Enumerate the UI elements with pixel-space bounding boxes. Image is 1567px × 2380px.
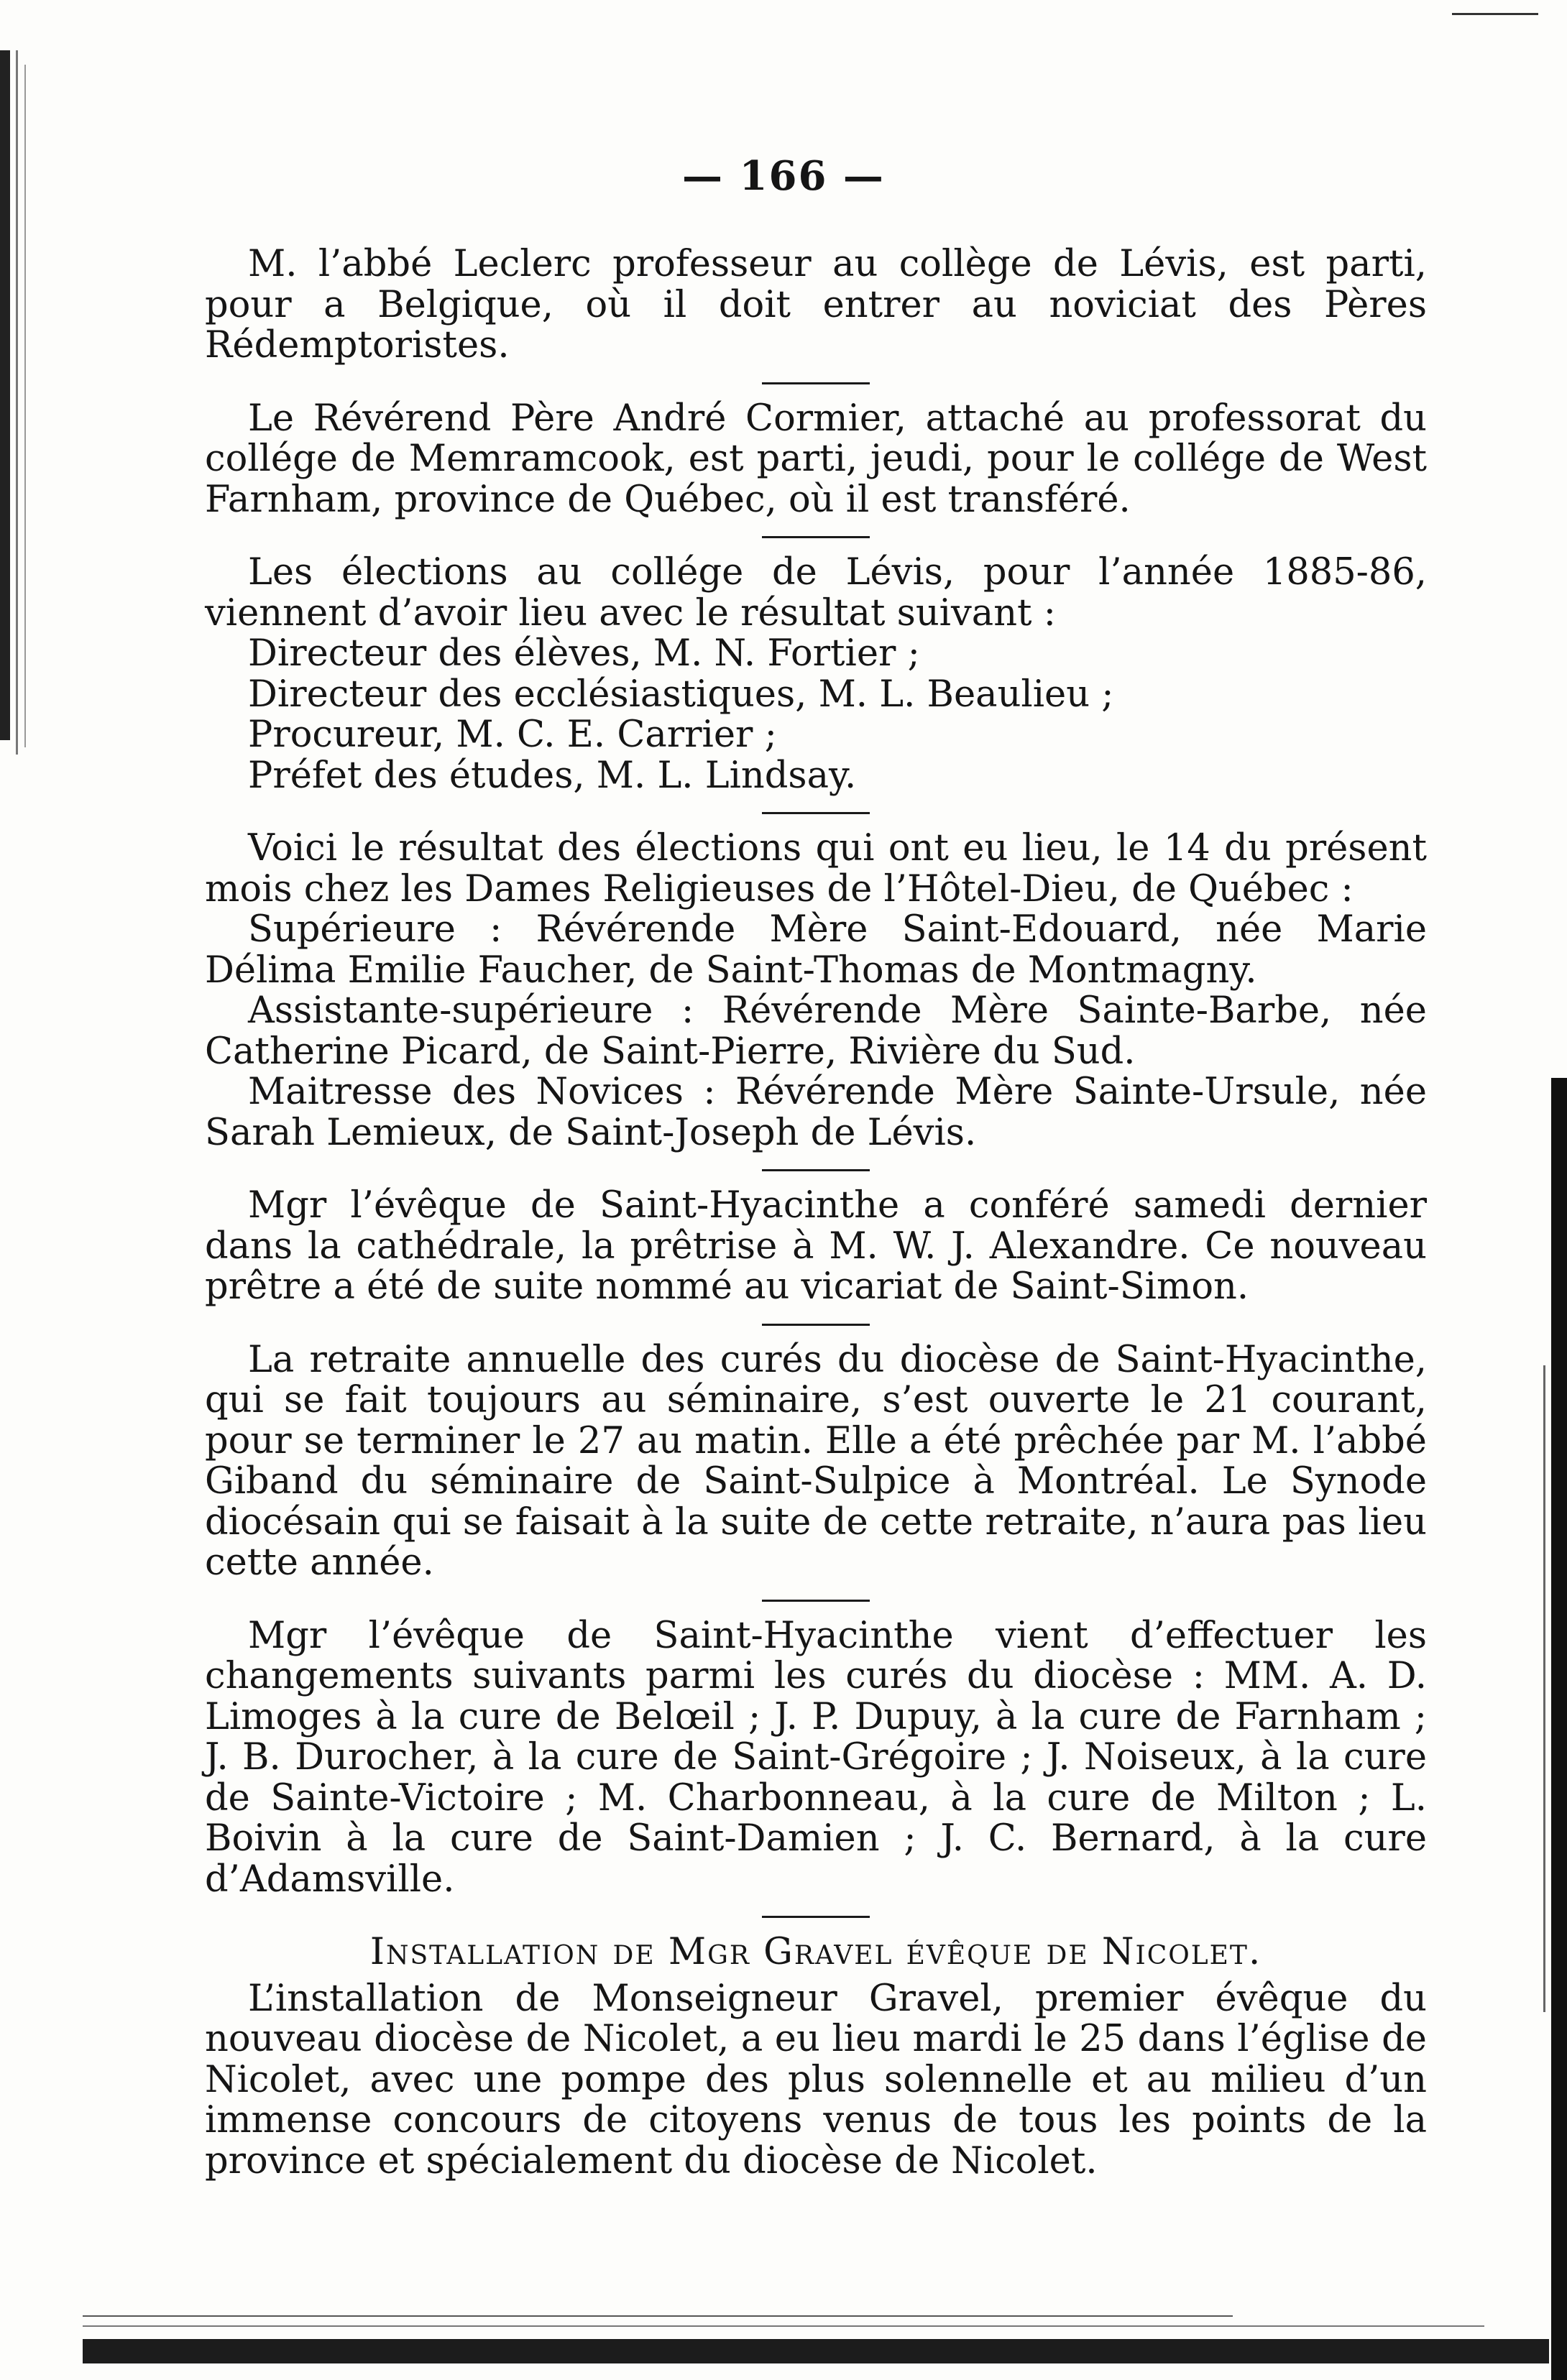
paragraph-ordination: Mgr l’évêque de Saint-Hyacinthe a conféré samedi dernier dans la cathédrale, la prêtrise à M. W. J. Alexandre. Ce nouveau prêtre a été de suite nommé au vicariat de Saint-Simon. bbox=[205, 1184, 1427, 1308]
separator-rule bbox=[762, 1916, 870, 1918]
separator-rule bbox=[762, 536, 870, 538]
paragraph-cormier: Le Révérend Père André Cormier, attaché au professorat du collége de Memramcook, est parti, jeudi, pour le collége de West Farnham, province de Québec, où il est transféré. bbox=[205, 397, 1427, 521]
scan-bottom-line bbox=[83, 2325, 1484, 2327]
list-item: Procureur, M. C. E. Carrier ; bbox=[248, 714, 777, 756]
list-item: Préfet des études, M. L. Lindsay. bbox=[248, 754, 857, 797]
section-heading: Installation de Mgr Gravel évêque de Nicolet. bbox=[369, 1931, 1262, 1973]
list-item: Supérieure : Révérende Mère Saint-Edouard, née Marie Délima Emilie Faucher, de Saint-Thomas de Montmagny. bbox=[205, 908, 1427, 992]
paragraph-installation: L’installation de Monseigneur Gravel, premier évêque du nouveau diocèse de Nicolet, a eu lieu mardi le 25 dans l’église de Nicolet, avec une pompe des plus solennelle et au milieu d’un immense concours de citoyens venus de tous les points de la province et spécialement du diocèse de Nicolet. bbox=[205, 1977, 1427, 2182]
paragraph-appointments: Mgr l’évêque de Saint-Hyacinthe vient d’effectuer les changements suivants parmi les curés du diocèse : MM. A. D. Limoges à la cure de Belœil ; J. P. Dupuy, à la cure de Farnham ; J. B. Durocher, à la cure de Saint-Grégoire ; J. Noiseux, à la cure de Sainte-Victoire ; M. Charbonneau, à la cure de Milton ; L. Boivin à la cure de Saint-Damien ; J. C. Bernard, à la cure d’Adamsville. bbox=[205, 1614, 1427, 1901]
page-number: — 166 — bbox=[682, 152, 885, 200]
scan-bottom-shadow bbox=[83, 2339, 1549, 2363]
list-item: Directeur des ecclésiastiques, M. L. Beaulieu ; bbox=[248, 673, 1114, 716]
list-item: Assistante-supérieure : Révérende Mère Sainte-Barbe, née Catherine Picard, de Saint-Pierre, Rivière du Sud. bbox=[205, 990, 1427, 1073]
scan-edge-line bbox=[1543, 1365, 1545, 2012]
paragraph-hotel-dieu-elections: Voici le résultat des élections qui ont eu lieu, le 14 du présent mois chez les Dames Religieuses de l’Hôtel-Dieu, de Québec : bbox=[205, 827, 1427, 910]
separator-rule bbox=[762, 812, 870, 814]
list-item: Directeur des élèves, M. N. Fortier ; bbox=[248, 632, 920, 675]
separator-rule bbox=[762, 1169, 870, 1171]
list-item: Maitresse des Novices : Révérende Mère Sainte-Ursule, née Sarah Lemieux, de Saint-Joseph de Lévis. bbox=[205, 1071, 1427, 1154]
separator-rule bbox=[762, 1324, 870, 1326]
separator-rule bbox=[762, 1600, 870, 1602]
scan-bottom-line bbox=[83, 2315, 1233, 2317]
article-body bbox=[205, 244, 1427, 2182]
paragraph-levis-elections: Les élections au collége de Lévis, pour l’année 1885-86, viennent d’avoir lieu avec le résultat suivant : bbox=[205, 551, 1427, 635]
paragraph-retreat: La retraite annuelle des curés du diocèse de Saint-Hyacinthe, qui se fait toujours au séminaire, s’est ouverte le 21 courant, pour se terminer le 27 au matin. Elle a été prêchée par M. l’abbé Giband du séminaire de Saint-Sulpice à Montréal. Le Synode diocésain qui se faisait à la suite de cette retraite, n’aura pas lieu cette année. bbox=[205, 1338, 1427, 1584]
separator-rule bbox=[762, 382, 870, 384]
paragraph-leclerc: M. l’abbé Leclerc professeur au collège de Lévis, est parti, pour a Belgique, où il doit entrer au noviciat des Pères Rédemptoristes. bbox=[205, 243, 1427, 366]
scan-edge-shadow bbox=[1551, 1078, 1567, 2380]
scan-top-mark bbox=[1452, 13, 1538, 15]
